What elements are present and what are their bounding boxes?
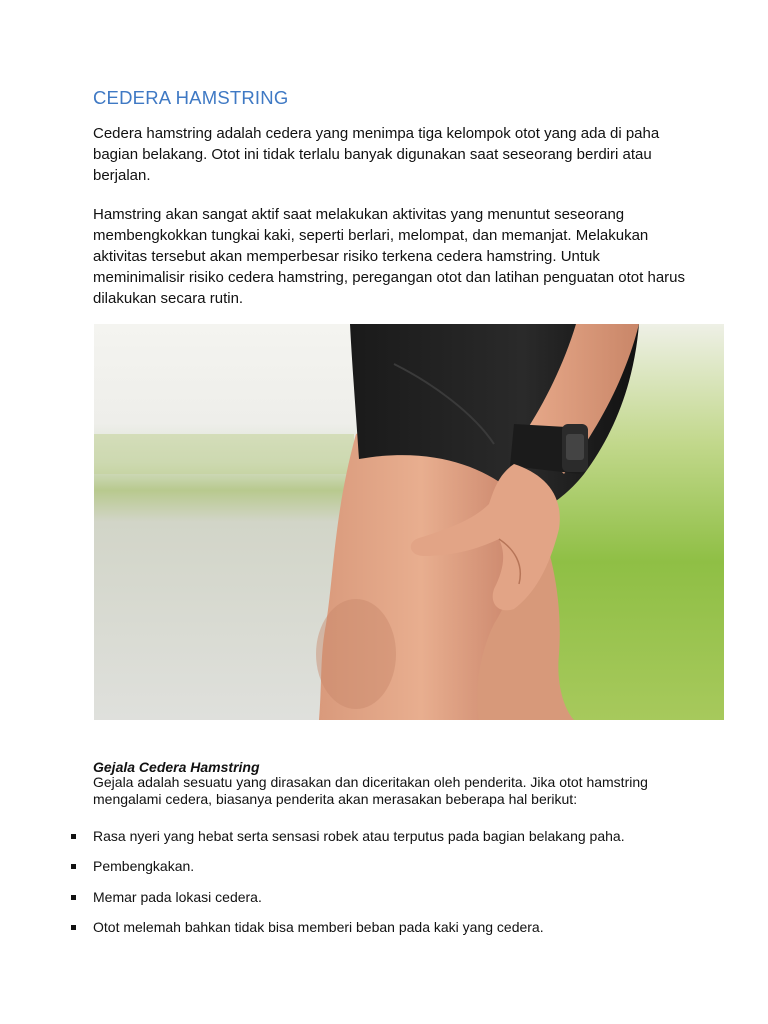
hamstring-injury-photo — [94, 324, 724, 720]
list-item — [0, 917, 768, 947]
square-bullet-icon — [71, 925, 76, 930]
square-bullet-icon — [71, 834, 76, 839]
square-bullet-icon — [71, 864, 76, 869]
square-bullet-icon — [71, 895, 76, 900]
list-item — [0, 856, 768, 886]
activity-paragraph: Hamstring akan sangat aktif saat melakukan aktivitas yang menuntut seseorang membengkokkan tungkai kaki, seperti berlari, melompat, dan memanjat. Melakukan aktivitas tersebut akan memperbesar risiko terkena cedera hamstring. Untuk meminimalisir risiko cedera hamstring, peregangan otot dan latihan penguatan otot harus dilakukan secara rutin. — [93, 206, 686, 307]
symptom-list — [0, 826, 768, 947]
list-item-text: Otot melemah bahkan tidak bisa memberi beban pada kaki yang cedera. — [93, 918, 544, 935]
intro-paragraph: Cedera hamstring adalah cedera yang menimpa tiga kelompok otot yang ada di paha bagian belakang. Otot ini tidak terlalu banyak digunakan saat seseorang berdiri atau berjalan. — [93, 125, 660, 184]
document-title: CEDERA HAMSTRING — [93, 87, 289, 108]
list-item — [0, 826, 768, 856]
list-item — [0, 887, 768, 917]
list-item-text: Rasa nyeri yang hebat serta sensasi robek atau terputus pada bagian belakang paha. — [93, 828, 625, 844]
section-heading: Gejala Cedera Hamstring — [93, 759, 260, 775]
section-text: Gejala adalah sesuatu yang dirasakan dan diceritakan oleh penderita. Jika otot hamstring mengalami cedera, biasanya penderita akan merasakan beberapa hal berikut: — [93, 774, 648, 807]
list-item-text: Pembengkakan. — [93, 858, 195, 875]
list-item-text: Memar pada lokasi cedera. — [93, 888, 262, 905]
